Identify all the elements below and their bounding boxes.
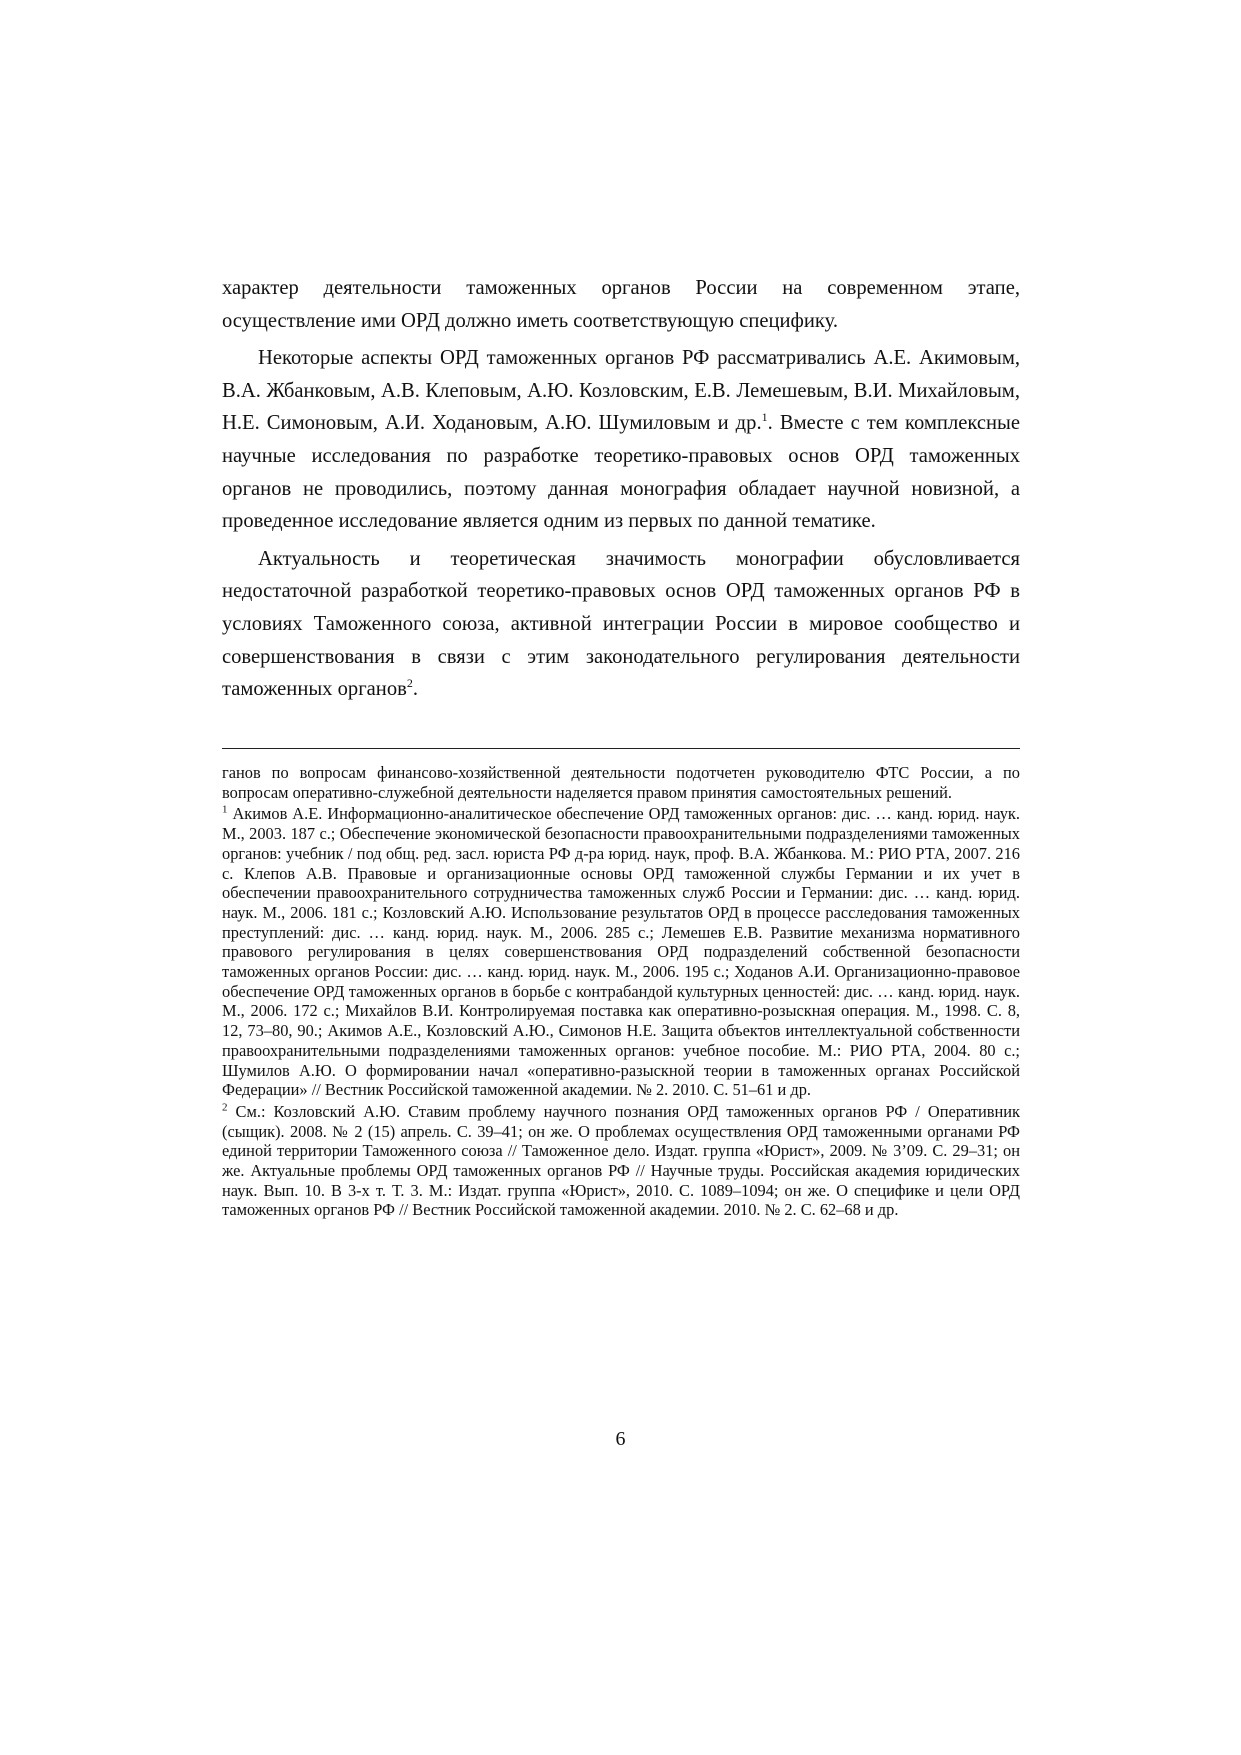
footnote-1: [222, 804, 1020, 1100]
footnotes: [222, 763, 1020, 1222]
footnote-1-text: Акимов А.Е. Информационно-аналитическое обеспечение ОРД таможенных органов: дис. … канд. юрид. наук. М., 2003. 187 с.; Обеспечение экономической безопасности правоохранительными подразделениями таможенных органов: учебник / под общ. ред. засл. юриста РФ д-ра юрид. наук, проф. В.А. Жбанкова. М.: РИО РТА, 2007. 216 с. Клепов А.В. Правовые и организационные основы ОРД таможенной службы Германии и их учет в обеспечении правоохранительного сотрудничества таможенных служб России и Германии: дис. … канд. юрид. наук. М., 2006. 181 с.; Козловский А.Ю. Использование результатов ОРД в процессе расследования таможенных преступлений: дис. … канд. юрид. наук. М., 2006. 285 с.; Лемешев Е.В. Развитие механизма нормативного правового регулирования в целях совершенствования ОРД подразделений собственной безопасности таможенных органов России: дис. … канд. юрид. наук. М., 2006. 195 с.; Ходанов А.И. Организационно-правовое обеспечение ОРД таможенных органов в борьбе с контрабандой культурных ценностей: дис. … канд. юрид. наук. М., 2006. 172 с.; Михайлов В.И. Контролируемая поставка как оперативно-розыскная операция. М., 1998. С. 8, 12, 73–80, 90.; Акимов А.Е., Козловский А.Ю., Симонов Н.Е. Защита объектов интеллектуальной собственности правоохранительными подразделениями таможенных органов: учебное пособие. М.: РИО РТА, 2004. 80 с.; Шумилов А.Ю. О формировании начал «оперативно-разыскной теории в таможенных органах Российской Федерации» // Вестник Российской таможенной академии. № 2. 2010. С. 51–61 и др.: [222, 804, 1020, 1100]
paragraph-1-text: характер деятельности таможенных органов России на современном этапе, осуществление ими ОРД должно иметь соответствующую специфику.: [222, 277, 1020, 332]
paragraph-1: [222, 272, 1020, 337]
footnote-2-mark: 2: [222, 1101, 228, 1114]
footnote-separator: [222, 748, 1020, 749]
paragraph-3: [222, 543, 1020, 706]
page-number: 6: [615, 1428, 626, 1450]
paragraph-2: [222, 342, 1020, 538]
footnote-continued: [222, 763, 1020, 802]
paragraph-2-text-a: Некоторые аспекты ОРД таможенных органов РФ рассматривались А.Е. Акимовым, В.А. Жбанковым, А.В. Клеповым, А.Ю. Козловским, Е.В. Лемешевым, В.И. Михайловым, Н.Е. Симоновым, А.И. Ходановым, А.Ю. Шумиловым и др.: [222, 347, 1020, 435]
footnote-continued-text: ганов по вопросам финансово-хозяйственной деятельности подотчетен руководителю ФТС России, а по вопросам оперативно-служебной деятельности наделяется правом принятия самостоятельных решений.: [222, 763, 1020, 802]
paragraph-3-text-a: Актуальность и теоретическая значимость монографии обусловливается недостаточной разработкой теоретико-правовых основ ОРД таможенных органов РФ в условиях Таможенного союза, активной интеграции России в мировое сообщество и совершенствования в связи с этим законодательного регулирования деятельности таможенных органов: [222, 547, 1020, 701]
footnote-ref-1: 1: [761, 410, 768, 425]
footnote-ref-2: 2: [406, 676, 413, 691]
main-text: [222, 272, 1020, 711]
footnote-2: [222, 1102, 1020, 1220]
footnote-2-text: См.: Козловский А.Ю. Ставим проблему научного познания ОРД таможенных органов РФ / Оперативник (сыщик). 2008. № 2 (15) апрель. С. 39–41; он же. О проблемах осуществления ОРД таможенными органами РФ единой территории Таможенного союза // Таможенное дело. Издат. группа «Юрист», 2009. № 3’09. С. 29–31; он же. Актуальные проблемы ОРД таможенных органов РФ // Научные труды. Российская академия юридических наук. Вып. 10. В 3-х т. Т. 3. М.: Издат. группа «Юрист», 2010. С. 1089–1094; он же. О специфике и цели ОРД таможенных органов РФ // Вестник Российской таможенной академии. 2010. № 2. С. 62–68 и др.: [222, 1101, 1020, 1220]
paragraph-2-text-b: . Вместе с тем комплексные научные исследования по разработке теоретико-правовых основ ОРД таможенных органов не проводились, поэтому данная монография обладает научной новизной, а проведенное исследование является одним из первых по данной тематике.: [222, 412, 1020, 533]
footnote-1-mark: 1: [222, 803, 228, 816]
paragraph-3-text-b: .: [412, 678, 419, 701]
